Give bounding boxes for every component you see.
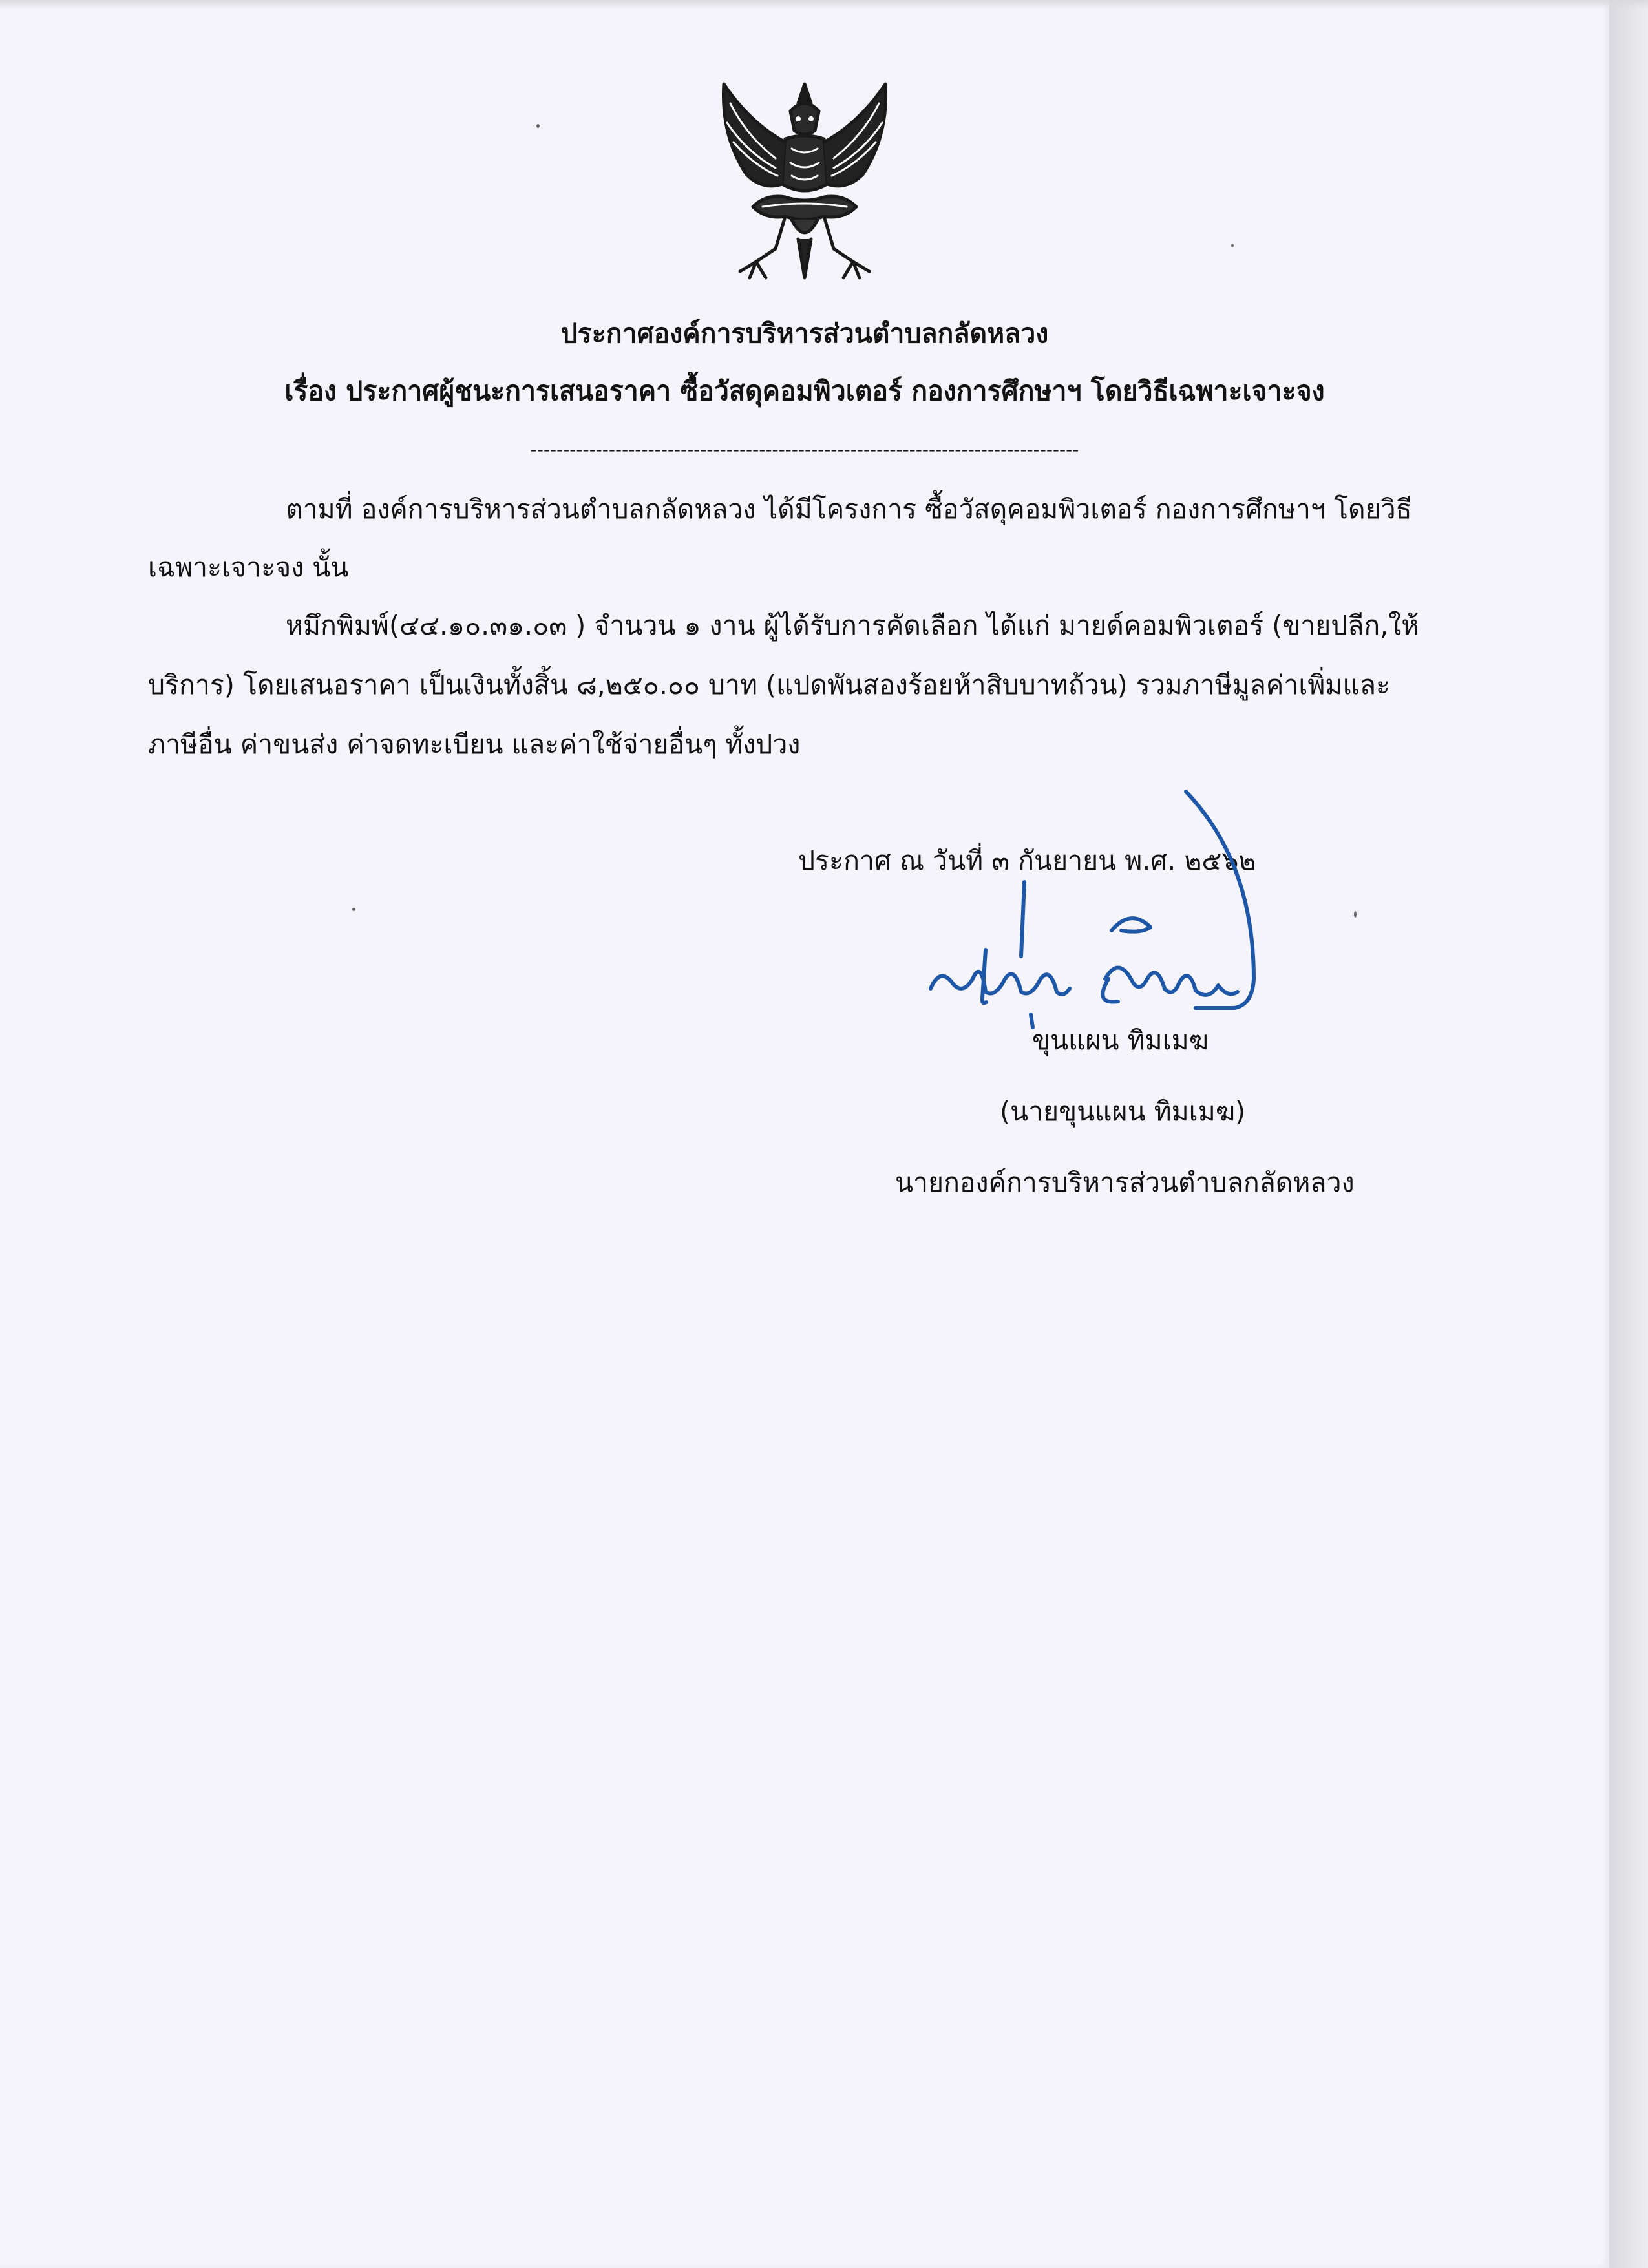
announcement-date: ประกาศ ณ วันที่ ๓ กันยายน พ.ศ. ๒๕๖๒: [798, 845, 1256, 876]
signer-name: ขุนแผน ทิมเมฆ: [1032, 1025, 1209, 1056]
scan-edge: [0, 0, 1648, 9]
page-edge-shadow: [1609, 0, 1648, 2268]
signer-position: นายกองค์การบริหารส่วนตำบลกลัดหลวง: [895, 1167, 1355, 1198]
scan-speck: [1231, 244, 1234, 247]
paragraph1-line1: ตามที่ องค์การบริหารส่วนตำบลกลัดหลวง ได้มีโครงการ ซื้อวัสดุคอมพิวเตอร์ กองการศึกษาฯ โดยวิธี: [286, 494, 1412, 525]
paragraph2-line3: ภาษีอื่น ค่าขนส่ง ค่าจดทะเบียน และค่าใช้จ่ายอื่นๆ ทั้งปวง: [148, 729, 801, 760]
garuda-emblem-icon: [695, 78, 914, 291]
signer-full-name: (นายขุนแผน ทิมเมฆ): [1000, 1096, 1246, 1127]
scan-speck: [1354, 911, 1357, 918]
scan-speck: [536, 124, 540, 128]
separator-line: ------------------------------------------------------------------------------------: [530, 439, 1079, 460]
paragraph1-line2: เฉพาะเจาะจง นั้น: [148, 552, 349, 583]
document-title: ประกาศองค์การบริหารส่วนตำบลกลัดหลวง: [560, 318, 1049, 349]
paragraph2-line1: หมึกพิมพ์(๔๔.๑๐.๓๑.๐๓ ) จำนวน ๑ งาน ผู้ได้รับการคัดเลือก ได้แก่ มายด์คอมพิวเตอร์ (ขายปลีก,ให้: [286, 610, 1419, 641]
document-subject: เรื่อง ประกาศผู้ชนะการเสนอราคา ซื้อวัสดุคอมพิวเตอร์ กองการศึกษาฯ โดยวิธีเฉพาะเจาะจง: [284, 375, 1325, 406]
paragraph2-line2: บริการ) โดยเสนอราคา เป็นเงินทั้งสิ้น ๘,๒๕๐.๐๐ บาท (แปดพันสองร้อยห้าสิบบาทถ้วน) รวมภาษีมูลค่าเพิ่มและ: [148, 669, 1390, 700]
scan-speck: [352, 908, 355, 911]
